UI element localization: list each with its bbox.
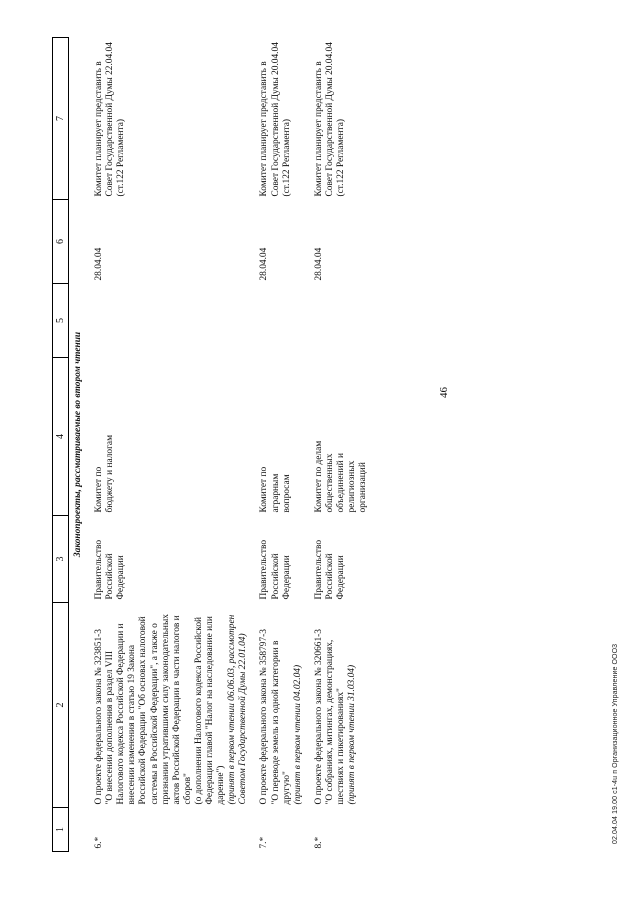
col5-cell (90, 284, 255, 358)
initiator: Правительство Российской Федерации (259, 539, 292, 600)
bill-note: (принят в первом чтении 04.02.04) (292, 664, 303, 805)
item-number: 7.* (259, 836, 270, 849)
remark-cell: Комитет планирует представить в Совет Государственной Думы 20.04.04 (ст.122 Регламента) (259, 42, 292, 197)
bill-title: О проекте федерального закона № 358797-3 "О переводе земель из одной категории в другую" (259, 629, 292, 805)
item-number: 8.* (313, 836, 324, 849)
bill-cell (90, 603, 255, 808)
remark-cell: Комитет планирует представить в Совет Государственной Думы 20.04.04 (ст.122 Регламента) (313, 42, 346, 197)
initiator: Правительство Российской Федерации (313, 539, 346, 600)
column-header-7: 7 (53, 38, 69, 200)
col5-cell (310, 284, 375, 358)
section-row (69, 38, 91, 852)
column-header-3: 3 (53, 516, 69, 603)
date-cell: 28.04.04 (313, 247, 324, 281)
bill-cell (310, 603, 375, 808)
table-row (90, 38, 255, 852)
committee: Комитет по аграрным вопросам (259, 466, 292, 513)
initiator: Правительство Российской Федерации (94, 539, 127, 600)
column-header-2: 2 (53, 603, 69, 808)
agenda-table (52, 37, 375, 852)
column-header-1: 1 (53, 808, 69, 852)
remark-cell: Комитет планирует представить в Совет Государственной Думы 22.04.04 (ст.122 Регламента) (94, 42, 127, 197)
committee: Комитет по бюджету и налогам (94, 434, 116, 513)
bill-title: О проекте федерального закона № 320661-3 "О собраниях, митингах, демонстрациях, шествиях и пикетированиях" (313, 629, 346, 805)
bill-cell (255, 603, 309, 808)
date-cell: 28.04.04 (94, 247, 105, 281)
section-title: Законопроекты, рассматриваемые во втором чтении (73, 331, 83, 558)
column-header-6: 6 (53, 200, 69, 284)
column-header-4: 4 (53, 358, 69, 516)
column-number-row (53, 38, 69, 852)
date-cell: 28.04.04 (259, 247, 270, 281)
bill-note: (принят в первом чтении 06.06.03, рассмотрен Советом Государственной Думы 22.01.04) (227, 614, 249, 805)
column-header-5: 5 (53, 284, 69, 358)
item-number: 6.* (94, 836, 105, 849)
bill-title: О проекте федерального закона № 323851-3 "О внесении дополнения в раздел VIII Налогового кодекса Российской Федерации и внесении изменения в статью 19 Закона Российской Федерации "Об основах налоговой системы в Российской Федерации", а также о признании утратившими силу законодательных актов Российской Федерации в части налогов и сборов" (о дополнении Налогового кодекса Российской Федерации главой "Налог на наследование или дарение") (94, 614, 227, 805)
page-number: 46 (438, 387, 450, 398)
committee: Комитет по делам общественных объединений и религиозных организаций (313, 440, 369, 513)
table-row (310, 38, 375, 852)
bill-note: (принят в первом чтении 31.03.04) (347, 664, 358, 805)
table-row (255, 38, 309, 852)
footer-code: 02.04.04 19.00 с1-4u п Организационное Управление ООО3 (612, 643, 619, 844)
col5-cell (255, 284, 309, 358)
